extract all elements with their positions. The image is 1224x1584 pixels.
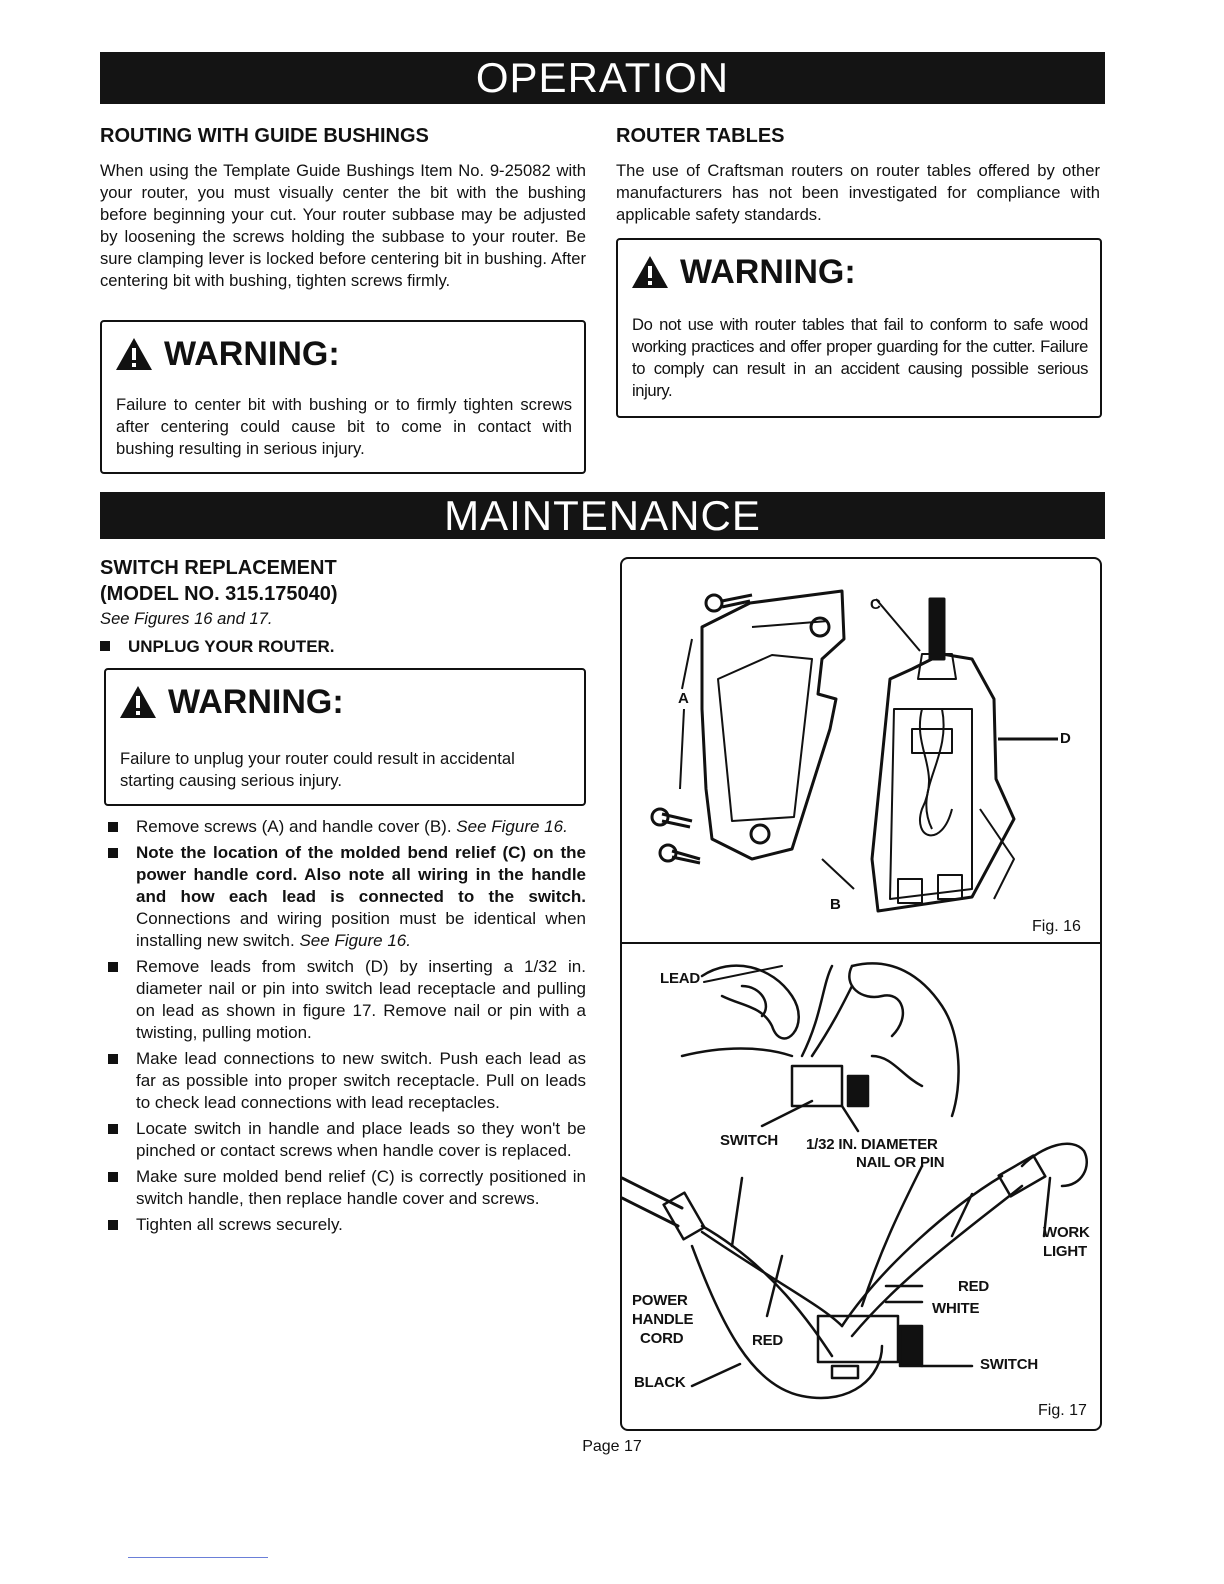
step-item: Tighten all screws securely. (108, 1214, 586, 1236)
fig17-label-switch-top: SWITCH (720, 1132, 778, 1149)
step-item: Make lead connections to new switch. Push each lead as far as possible into proper switch receptacle. Pull on leads to check lead connections with lead receptacles. (108, 1048, 586, 1114)
page-number: Page 17 (582, 1438, 642, 1455)
fig16-caption: Fig. 16 (1032, 918, 1081, 935)
fig17-label-light: LIGHT (1043, 1243, 1087, 1260)
fig17-label-nail-line1: 1/32 IN. DIAMETER (806, 1136, 938, 1153)
figure-divider (620, 942, 1102, 944)
fig16-label-a: A (678, 690, 689, 707)
warning-triangle-icon (630, 254, 670, 290)
switch-model: (MODEL NO. 315.175040) (100, 583, 338, 605)
warning-triangle-icon (118, 684, 158, 720)
switch-heading: SWITCH REPLACEMENT (100, 557, 337, 579)
fig17-label-red-mid: RED (752, 1332, 784, 1349)
fig17-label-white: WHITE (932, 1300, 980, 1317)
fig17-label-black: BLACK (634, 1374, 686, 1391)
unplug-warning-title-text: WARNING: (168, 683, 344, 721)
fig17-label-nail-line2: NAIL OR PIN (856, 1154, 945, 1171)
step-item: Locate switch in handle and place leads so they won't be pinched or contact screws when handle cover is replaced. (108, 1118, 586, 1162)
operation-banner-text: OPERATION (475, 54, 730, 101)
routing-heading: ROUTING WITH GUIDE BUSHINGS (100, 125, 429, 147)
router-tables-warning-box (616, 238, 1102, 418)
routing-body: When using the Template Guide Bushings Item No. 9-25082 with your router, you must visually center the bit with the bushing before beginning your cut. Your router subbase may be adjusted by loosening the screws holding the subbase to your router. Be sure clamping lever is locked before centering bit in bushing. After centering bit with bushing, tighten screws firmly. (100, 161, 586, 290)
fig17-label-work: WORK (1043, 1224, 1090, 1241)
unplug-warning-title (118, 682, 344, 722)
router-tables-warning-text: Do not use with router tables that fail to conform to safe wood working practices and offer proper guarding for the cutter. Failure to comply can result in an accident causing possible serious injury. (632, 315, 1088, 400)
fig17-label-switch-bottom: SWITCH (980, 1356, 1038, 1373)
fig17-label-cord: CORD (640, 1330, 684, 1347)
step-item: Note the location of the molded bend relief (C) on the power handle cord. Also note all wiring in the handle and how each lead is connected to the switch. Connections and wiring position must be identical when installing new switch. See Figure 16. (108, 842, 586, 952)
fig16-label-c: C (870, 596, 881, 613)
fig17-label-lead: LEAD (660, 970, 701, 987)
step-item: Make sure molded bend relief (C) is correctly positioned in switch handle, then replace handle cover and screws. (108, 1166, 586, 1210)
unplug-warning-text: Failure to unplug your router could result in accidental starting causing serious injury. (120, 749, 515, 790)
routing-warning-text: Failure to center bit with bushing or to firmly tighten screws after centering could cause bit to come in contact with bushing resulting in serious injury. (116, 395, 572, 458)
routing-warning-title (114, 334, 340, 374)
step-item: Remove screws (A) and handle cover (B). See Figure 16. (108, 816, 586, 838)
fig16-illustration (622, 559, 1100, 941)
router-tables-heading: ROUTER TABLES (616, 125, 785, 147)
step-item: Remove leads from switch (D) by inserting a 1/32 in. diameter nail or pin into switch lead receptacle and pulling on lead as shown in figure 17. Remove nail or pin with a twisting, pulling motion. (108, 956, 586, 1044)
operation-banner (100, 52, 1105, 104)
router-tables-body: The use of Craftsman routers on router tables offered by other manufacturers has not been investigated for compliance with applicable safety standards. (616, 161, 1100, 224)
warning-triangle-icon (114, 336, 154, 372)
unplug-note (100, 636, 335, 658)
unplug-note-text: UNPLUG YOUR ROUTER. (128, 637, 335, 656)
routing-warning-title-text: WARNING: (164, 335, 340, 373)
fig17-label-red-right: RED (958, 1278, 990, 1295)
switch-steps-list (108, 816, 586, 1240)
fig16-label-b: B (830, 896, 841, 913)
router-tables-warning-title (630, 252, 856, 292)
fig17-caption: Fig. 17 (1038, 1402, 1087, 1419)
router-tables-warning-title-text: WARNING: (680, 253, 856, 291)
fig17-label-handle: HANDLE (632, 1311, 694, 1328)
unplug-warning-box (104, 668, 586, 806)
maintenance-banner-text: MAINTENANCE (444, 492, 761, 539)
see-figures-note: See Figures 16 and 17. (100, 609, 273, 628)
bullet-square-icon (100, 641, 110, 651)
footer-rule (128, 1557, 268, 1558)
fig16-label-d: D (1060, 730, 1071, 747)
fig17-label-power: POWER (632, 1292, 688, 1309)
maintenance-banner (100, 492, 1105, 539)
routing-warning-box (100, 320, 586, 474)
